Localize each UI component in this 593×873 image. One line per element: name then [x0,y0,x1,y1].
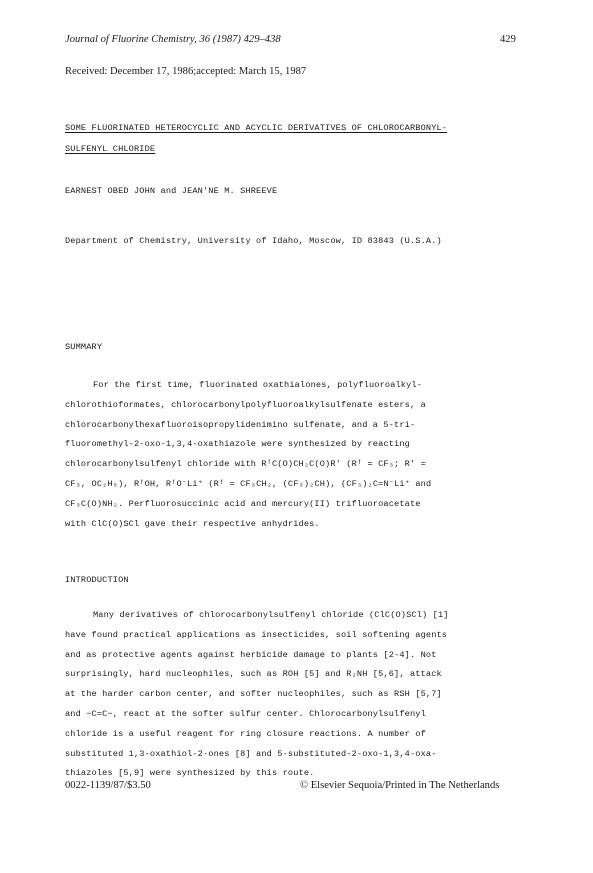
journal-citation: Journal of Fluorine Chemistry, 36 (1987) 429–438 [65,34,281,45]
title-line-2: SULFENYL CHLORIDE [65,144,156,154]
title-line-1: SOME FLUORINATED HETEROCYCLIC AND ACYCLIC DERIVATIVES OF CHLOROCARBONYL- [65,123,448,133]
summary-line: chlorothioformates, chlorocarbonylpolyfluoroalkylsulfenate esters, a [65,399,426,410]
summary-line: CF₃C(O)NH₂. Perfluorosuccinic acid and mercury(II) trifluoroacetate [65,498,421,509]
received-date: Received: December 17, 1986;accepted: March 15, 1987 [65,66,307,77]
authors: EARNEST OBED JOHN and JEAN'NE M. SHREEVE [65,186,278,196]
introduction-line: chloride is a useful reagent for ring closure reactions. A number of [65,728,426,739]
summary-heading: SUMMARY [65,342,103,352]
introduction-line: and as protective agents against herbicide damage to plants [2-4]. Not [65,649,437,660]
copyright-notice: © Elsevier Sequoia/Printed in The Netherlands [300,780,500,791]
summary-line: chlorocarbonylhexafluoroisopropylidenimino sulfenate, and a 5-tri- [65,419,416,430]
summary-line: fluoromethyl-2-oxo-1,3,4-oxathiazole were synthesized by reacting [65,439,410,450]
summary-line: chlorocarbonylsulfenyl chloride with RᶠC(O)CH₂C(O)R' (Rᶠ = CF₃; R' = [65,459,426,470]
summary-line: For the first time, fluorinated oxathialones, polyfluoroalkyl- [93,380,423,390]
introduction-paragraph [65,606,535,784]
introduction-line: substituted 1,3-oxathiol-2-ones [8] and 5-substituted-2-oxo-1,3,4-oxa- [65,748,437,759]
summary-paragraph [65,376,535,534]
introduction-line: have found practical applications as insecticides, soil softening agents [65,629,448,640]
introduction-line: Many derivatives of chlorocarbonylsulfenyl chloride (ClC(O)SCl) [1] [93,610,449,620]
introduction-line: surprisingly, hard nucleophiles, such as ROH [5] and R₂NH [5,6], attack [65,669,442,680]
introduction-line: at the harder carbon center, and softer nucleophiles, such as RSH [5,7] [65,689,442,700]
summary-line: CF₃, OC₂H₅), RᶠOH, RᶠO⁻Li⁺ (Rᶠ = CF₃CH₂, (CF₃)₂CH), (CF₃)₂C=N⁻Li⁺ and [65,478,432,489]
publication-code: 0022-1139/87/$3.50 [65,780,151,791]
introduction-line: and −C=C−, react at the softer sulfur center. Chlorocarbonylsulfenyl [65,708,426,719]
introduction-heading: INTRODUCTION [65,575,129,585]
introduction-line: thiazoles [5,9] were synthesized by this route. [65,768,315,779]
affiliation: Department of Chemistry, University of Idaho, Moscow, ID 83843 (U.S.A.) [65,236,442,246]
summary-line: with ClC(O)SCl gave their respective anhydrides. [65,518,320,529]
page-number: 429 [500,34,516,45]
